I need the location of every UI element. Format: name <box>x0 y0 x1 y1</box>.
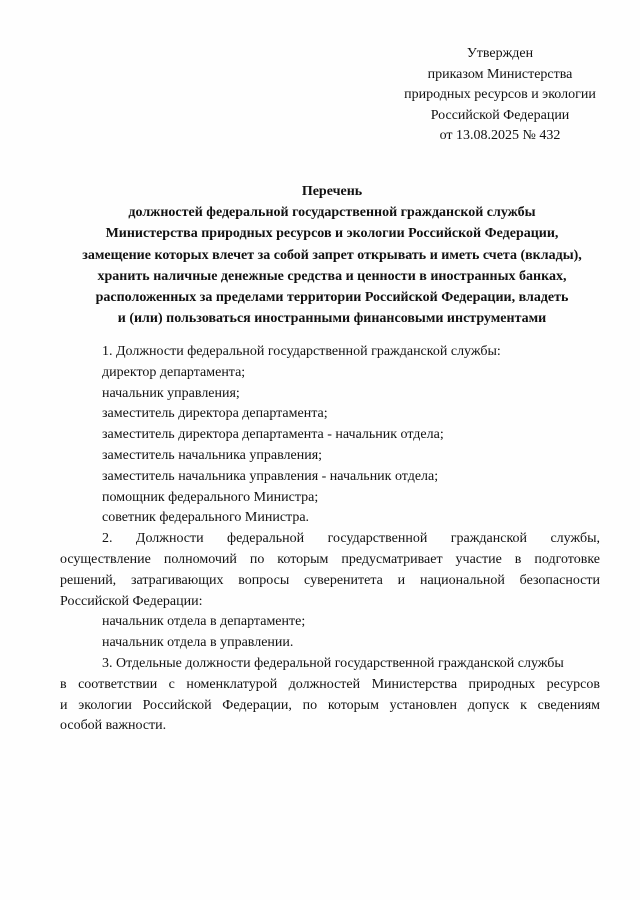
title-line: хранить наличные денежные средства и ценности в иностранных банках, <box>97 268 567 284</box>
approval-line: природных ресурсов и экологии <box>404 87 596 103</box>
section-1-heading: 1. Должности федеральной государственной гражданской службы: <box>102 344 501 359</box>
section-3-line: особой важности. <box>60 718 167 734</box>
position-item: начальник управления; <box>102 385 240 401</box>
approval-line: Утвержден <box>466 46 534 61</box>
title-line: и (или) пользоваться иностранными финансовыми инструментами <box>117 311 547 327</box>
position-item: начальник отдела в управлении. <box>102 635 294 651</box>
position-item: заместитель начальника управления; <box>102 447 323 463</box>
approval-date-line: от 13.08.2025 № 432 <box>439 128 561 144</box>
document-body <box>60 342 600 737</box>
title-line: замещение которых влечет за собой запрет открывать и иметь счета (вклады), <box>82 247 582 263</box>
section-2-line: Российской Федерации: <box>60 593 203 609</box>
title-heading: Перечень <box>301 184 363 199</box>
section-2-line: 2. Должности федеральной государственной гражданской службы, <box>102 531 600 547</box>
section-2-line: решений, затрагивающих вопросы суверенитета и национальной безопасности <box>60 572 600 588</box>
title-line: расположенных за пределами территории Российской Федерации, владеть <box>95 290 569 306</box>
section-3-paragraph <box>60 654 600 737</box>
position-item: заместитель начальника управления - начальник отдела; <box>102 468 439 484</box>
position-item: советник федерального Министра. <box>102 510 310 526</box>
approval-line: Российской Федерации <box>430 107 570 123</box>
section-2-line: осуществление полномочий по которым предусматривает участие в подготовке <box>60 551 600 567</box>
document-title <box>50 181 614 329</box>
position-item: заместитель директора департамента; <box>102 406 328 422</box>
position-item: директор департамента; <box>102 364 246 380</box>
section-3-line: в соответствии с номенклатурой должностей Министерства природных ресурсов <box>60 676 600 692</box>
section-3-line: 3. Отдельные должности федеральной государственной гражданской службы <box>102 655 564 671</box>
section-2-paragraph <box>60 529 600 612</box>
title-line: Министерства природных ресурсов и экологии Российской Федерации, <box>105 226 559 242</box>
approval-stamp <box>380 44 620 147</box>
position-item: заместитель директора департамента - начальник отдела; <box>102 427 444 443</box>
title-line: должностей федеральной государственной гражданской службы <box>128 205 536 221</box>
position-item: начальник отдела в департаменте; <box>102 614 306 630</box>
approval-line: приказом Министерства <box>427 66 573 82</box>
position-item: помощник федерального Министра; <box>102 489 319 505</box>
section-3-line: и экологии Российской Федерации, по которым установлен допуск к сведениям <box>60 697 600 713</box>
